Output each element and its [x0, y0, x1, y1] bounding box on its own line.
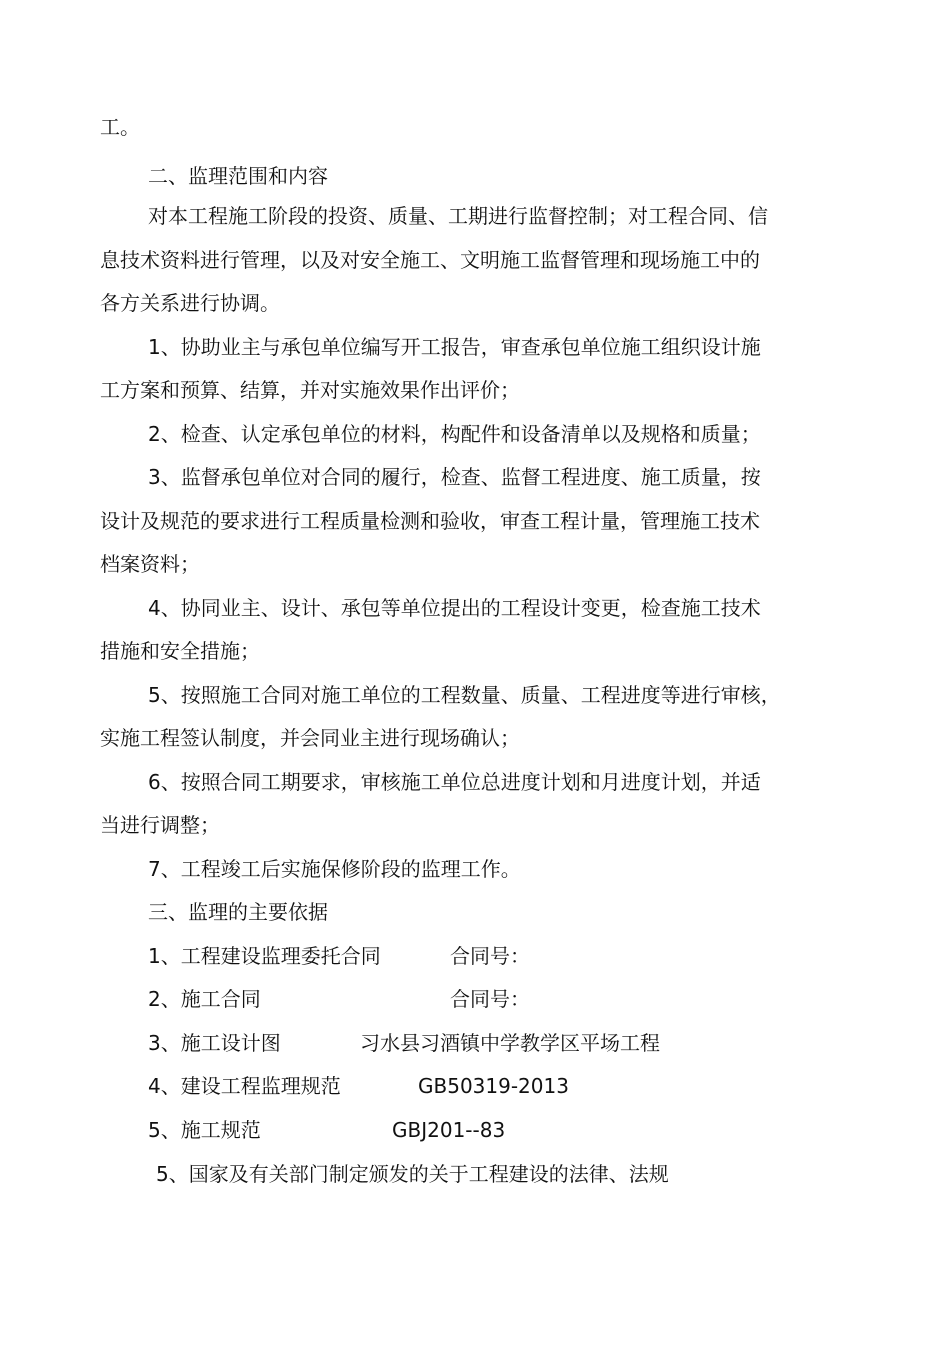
paragraph-line: 各方关系进行协调。 — [100, 291, 280, 315]
list-item-line: 3、监督承包单位对合同的履行，检查、监督工程进度、施工质量，按 — [148, 465, 761, 489]
paragraph-line: 息技术资料进行管理，以及对安全施工、文明施工监督管理和现场施工中的 — [100, 248, 760, 272]
basis-item: 4、建设工程监理规范 — [148, 1074, 341, 1098]
list-item-line: 工方案和预算、结算，并对实施效果作出评价； — [100, 378, 520, 402]
basis-detail: 习水县习酒镇中学教学区平场工程 — [360, 1031, 660, 1055]
basis-item: 5、施工规范 — [148, 1118, 261, 1142]
list-item-line: 4、协同业主、设计、承包等单位提出的工程设计变更，检查施工技术 — [148, 596, 761, 620]
list-item-line: 设计及规范的要求进行工程质量检测和验收，审查工程计量，管理施工技术 — [100, 509, 760, 533]
paragraph-line: 工。 — [100, 115, 140, 139]
section-heading: 三、监理的主要依据 — [148, 900, 328, 924]
list-item-line: 2、检查、认定承包单位的材料，构配件和设备清单以及规格和质量； — [148, 422, 761, 446]
section-heading: 二、监理范围和内容 — [148, 164, 328, 188]
paragraph-line: 对本工程施工阶段的投资、质量、工期进行监督控制；对工程合同、信 — [148, 204, 768, 228]
basis-item: 1、工程建设监理委托合同 — [148, 944, 381, 968]
list-item-line: 当进行调整； — [100, 813, 220, 837]
list-item-line: 6、按照合同工期要求，审核施工单位总进度计划和月进度计划，并适 — [148, 770, 761, 794]
basis-detail: 合同号： — [450, 944, 530, 968]
basis-item: 2、施工合同 — [148, 987, 261, 1011]
list-item-line: 档案资料； — [100, 552, 200, 576]
list-item-line: 实施工程签认制度，并会同业主进行现场确认； — [100, 726, 520, 750]
list-item-line: 7、工程竣工后实施保修阶段的监理工作。 — [148, 857, 521, 881]
list-item-line: 1、协助业主与承包单位编写开工报告，审查承包单位施工组织设计施 — [148, 335, 761, 359]
basis-detail: 合同号： — [450, 987, 530, 1011]
list-item-line: 措施和安全措施； — [100, 639, 260, 663]
basis-detail: GBJ201--83 — [392, 1118, 506, 1142]
basis-item: 3、施工设计图 — [148, 1031, 281, 1055]
basis-item: 5、国家及有关部门制定颁发的关于工程建设的法律、法规 — [156, 1162, 669, 1186]
basis-detail: GB50319-2013 — [418, 1074, 569, 1098]
list-item-line: 5、按照施工合同对施工单位的工程数量、质量、工程进度等进行审核， — [148, 683, 781, 707]
